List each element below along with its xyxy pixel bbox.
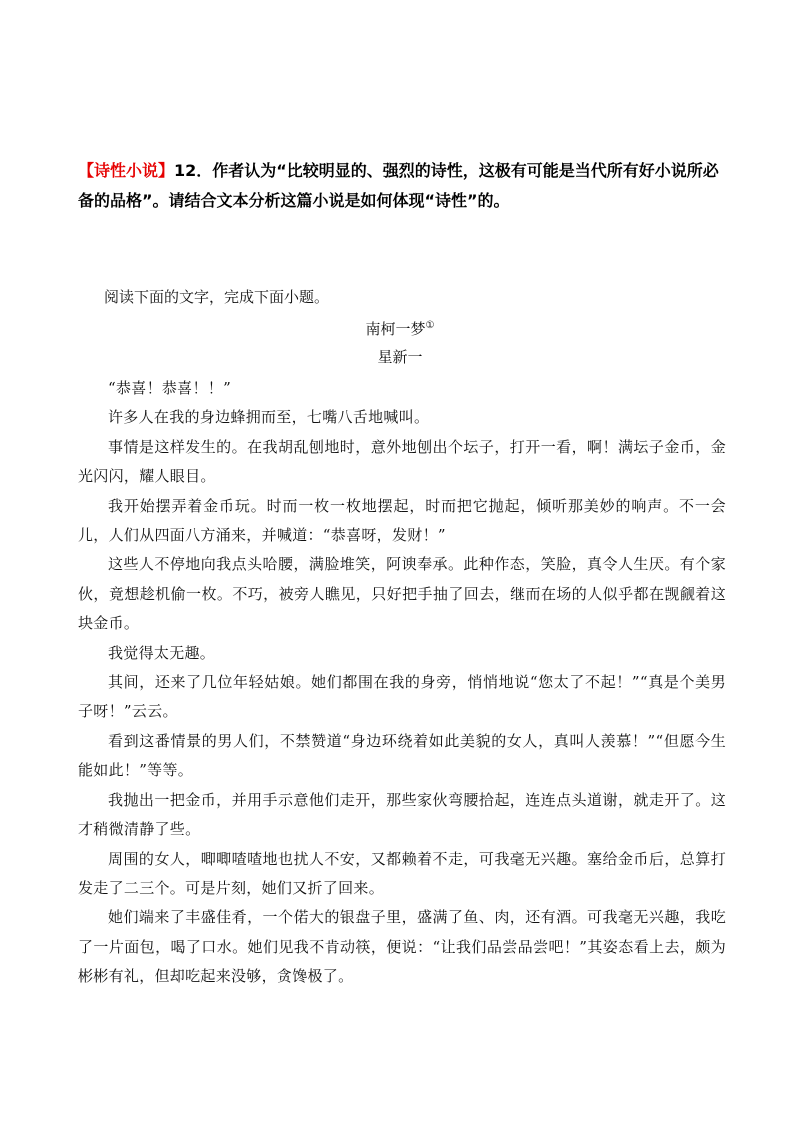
story-paragraph: 她们端来了丰盛佳肴，一个偌大的银盘子里，盛满了鱼、肉，还有酒。可我毫无兴趣，我吃了一片面包，喝了口水。她们见我不肯动筷，便说：“让我们品尝品尝吧！”其姿态看上去，颇为彬彬有礼，但却吃起来没够，贪馋极了。	[78, 908, 726, 986]
story-author: 星新一	[377, 348, 423, 366]
story-paragraph: 其间，还来了几位年轻姑娘。她们都围在我的身旁，悄悄地说“您太了不起！”“真是个美男子呀！”云云。	[78, 673, 726, 721]
story-paragraph: 这些人不停地向我点头哈腰，满脸堆笑，阿谀奉承。此种作态，笑脸，真令人生厌。有个家伙，竟想趁机偷一枚。不巧，被旁人瞧见，只好把手抽了回去，继而在场的人似乎都在觊觎着这块金币。	[78, 555, 726, 633]
story-paragraph: 看到这番情景的男人们，不禁赞道“身边环绕着如此美貌的女人，真叫人羡慕！”“但愿今生能如此！”等等。	[78, 731, 726, 780]
story-paragraph: “恭喜！恭喜！！”	[108, 379, 232, 397]
story-title	[0, 315, 800, 340]
story-paragraph: 事情是这样发生的。在我胡乱刨地时，意外地刨出个坛子，打开一看，啊！满坛子金币，金光闪闪，耀人眼目。	[78, 437, 726, 486]
story-paragraph: 周围的女人，唧唧喳喳地也扰人不安，又都赖着不走，可我毫无兴趣。塞给金币后，总算打发走了二三个。可是片刻，她们又折了回来。	[78, 849, 726, 897]
story-paragraph: 许多人在我的身边蜂拥而至，七嘴八舌地喊叫。	[108, 408, 430, 427]
story-paragraph: 我抛出一把金币，并用手示意他们走开，那些家伙弯腰拾起，连连点头道谢，就走开了。这才稍微清静了些。	[78, 790, 726, 839]
question-text: 12．作者认为“比较明显的、强烈的诗性，这极有可能是当代所有好小说所必备的品格”。请结合文本分析这篇小说是如何体现“诗性”的。	[78, 161, 719, 210]
story-paragraph: 我觉得太无趣。	[108, 643, 216, 662]
question-tag: 【诗性小说】	[78, 161, 175, 180]
story-body	[78, 374, 726, 992]
reading-instruction: 阅读下面的文字，完成下面小题。	[104, 288, 330, 306]
footnote-mark: ①	[425, 320, 435, 331]
question-block	[78, 156, 730, 216]
story-paragraph: 我开始摆弄着金币玩。时而一枚一枚地摆起，时而把它抛起，倾听那美妙的响声。不一会儿，人们从四面八方涌来，并喊道：“恭喜呀，发财！”	[78, 496, 726, 545]
story-title-text: 南柯一梦	[365, 320, 426, 338]
